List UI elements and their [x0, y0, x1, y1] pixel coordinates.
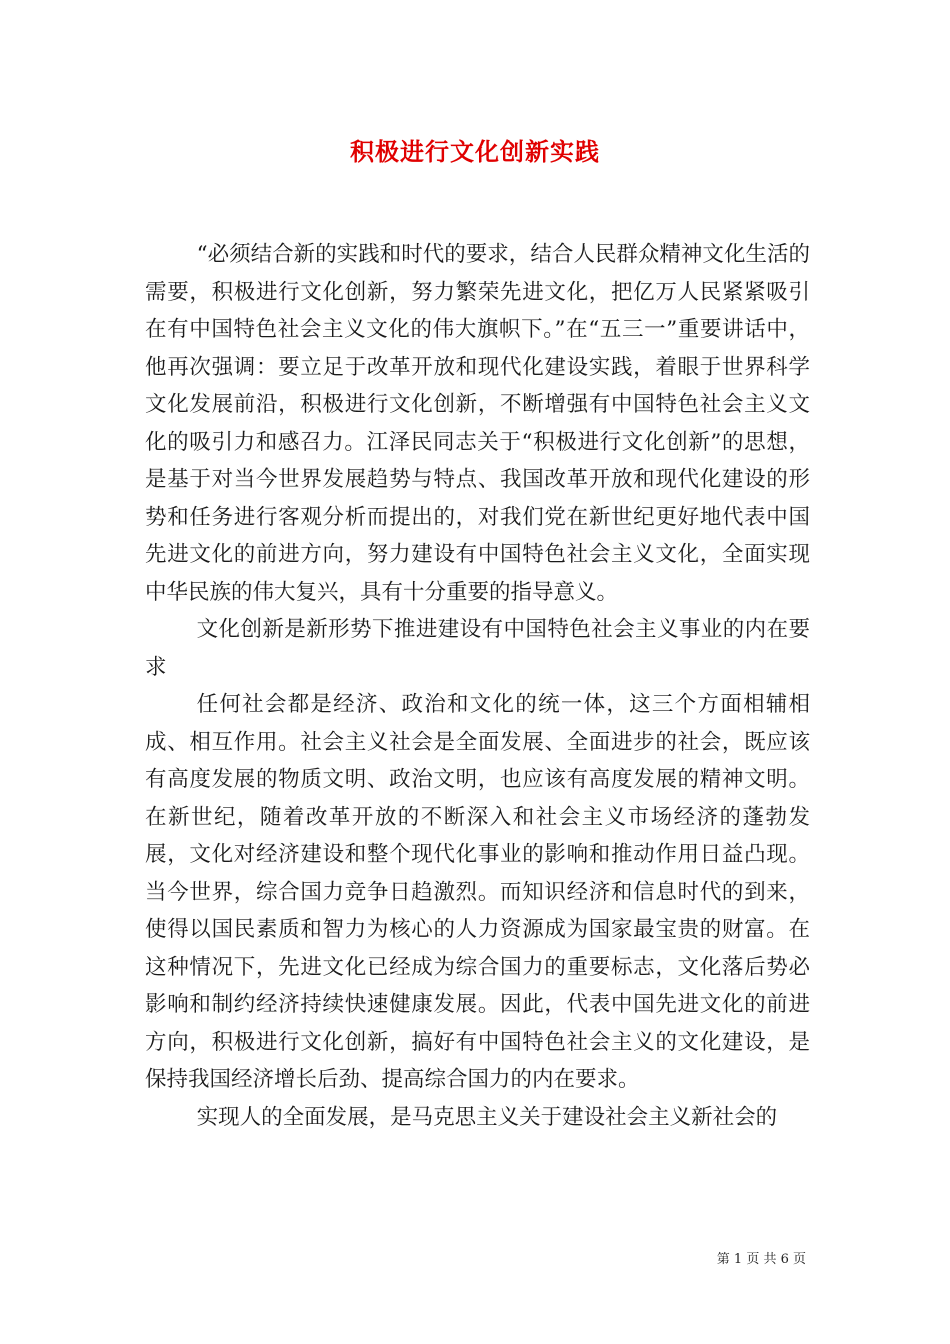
document-body — [145, 236, 810, 1136]
paragraph-4: 实现人的全面发展，是马克思主义关于建设社会主义新社会的 — [196, 1104, 778, 1130]
paragraph-1: “必须结合新的实践和时代的要求，结合人民群众精神文化生活的需要，积极进行文化创新，努力繁荣先进文化，把亿万人民紧紧吸引在有中国特色社会主义文化的伟大旗帜下。”在“五三一”重要讲话中，他再次强调：要立足于改革开放和现代化建设实践，着眼于世界科学文化发展前沿，积极进行文化创新，不断增强有中国特色社会主义文化的吸引力和感召力。江泽民同志关于“积极进行文化创新”的思想，是基于对当今世界发展趋势与特点、我国改革开放和现代化建设的形势和任务进行客观分析而提出的，对我们党在新世纪更好地代表中国先进文化的前进方向，努力建设有中国特色社会主义文化，全面实现中华民族的伟大复兴，具有十分重要的指导意义。 — [145, 242, 810, 605]
page-number-footer: 第 1 页 共 6 页 — [716, 1252, 806, 1267]
paragraph-3: 任何社会都是经济、政治和文化的统一体，这三个方面相辅相成、相互作用。社会主义社会是全面发展、全面进步的社会，既应该有高度发展的物质文明、政治文明，也应该有高度发展的精神文明。在新世纪，随着改革开放的不断深入和社会主义市场经济的蓬勃发展，文化对经济建设和整个现代化事业的影响和推动作用日益凸现。当今世界，综合国力竞争日趋激烈。而知识经济和信息时代的到来，使得以国民素质和智力为核心的人力资源成为国家最宝贵的财富。在这种情况下，先进文化已经成为综合国力的重要标志，文化落后势必影响和制约经济持续快速健康发展。因此，代表中国先进文化的前进方向，积极进行文化创新，搞好有中国特色社会主义的文化建设，是保持我国经济增长后劲、提高综合国力的内在要求。 — [145, 692, 810, 1092]
document-title: 积极进行文化创新实践 — [350, 137, 600, 166]
paragraph-2-heading: 文化创新是新形势下推进建设有中国特色社会主义事业的内在要求 — [145, 617, 810, 680]
